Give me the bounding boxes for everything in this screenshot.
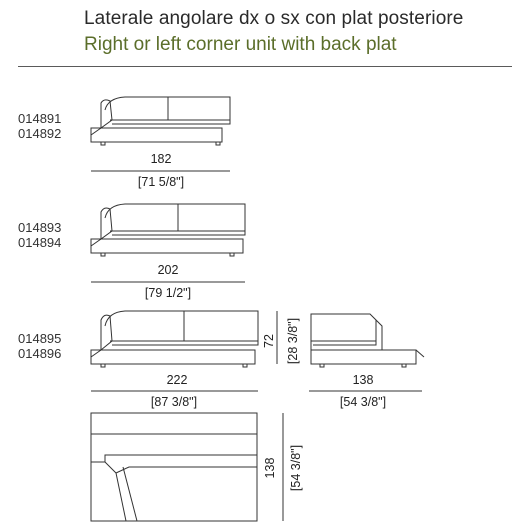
code-014892: 014892: [18, 126, 62, 141]
code-014894: 014894: [18, 235, 62, 250]
width-222-label: 222: [166, 373, 188, 387]
plan-depth-label: 138: [263, 457, 277, 479]
width-222-inch-label: [87 3/8"]: [150, 395, 198, 409]
sofa-182-front-view: [91, 97, 230, 171]
height-inch-label: [28 3/8"]: [286, 317, 300, 365]
width-182-inch-label: [71 5/8"]: [137, 175, 185, 189]
side-depth-inch-label: [54 3/8"]: [339, 395, 387, 409]
width-202-inch-label: [79 1/2"]: [144, 286, 192, 300]
code-014895: 014895: [18, 331, 62, 346]
plan-depth-inch-label: [54 3/8"]: [289, 444, 303, 492]
sofa-side-view: [309, 314, 424, 391]
sofa-202-front-view: [91, 204, 245, 282]
sofa-222-front-view: [91, 311, 277, 391]
sofa-plan-view: [91, 413, 283, 521]
code-014891: 014891: [18, 111, 62, 126]
title-english: Right or left corner unit with back plat: [84, 34, 397, 55]
code-014896: 014896: [18, 346, 62, 361]
width-202-label: 202: [157, 263, 179, 277]
title-italian: Laterale angolare dx o sx con plat posteriore: [84, 8, 464, 29]
code-014893: 014893: [18, 220, 62, 235]
height-label: 72: [262, 334, 276, 348]
side-depth-label: 138: [352, 373, 374, 387]
width-182-label: 182: [150, 152, 172, 166]
